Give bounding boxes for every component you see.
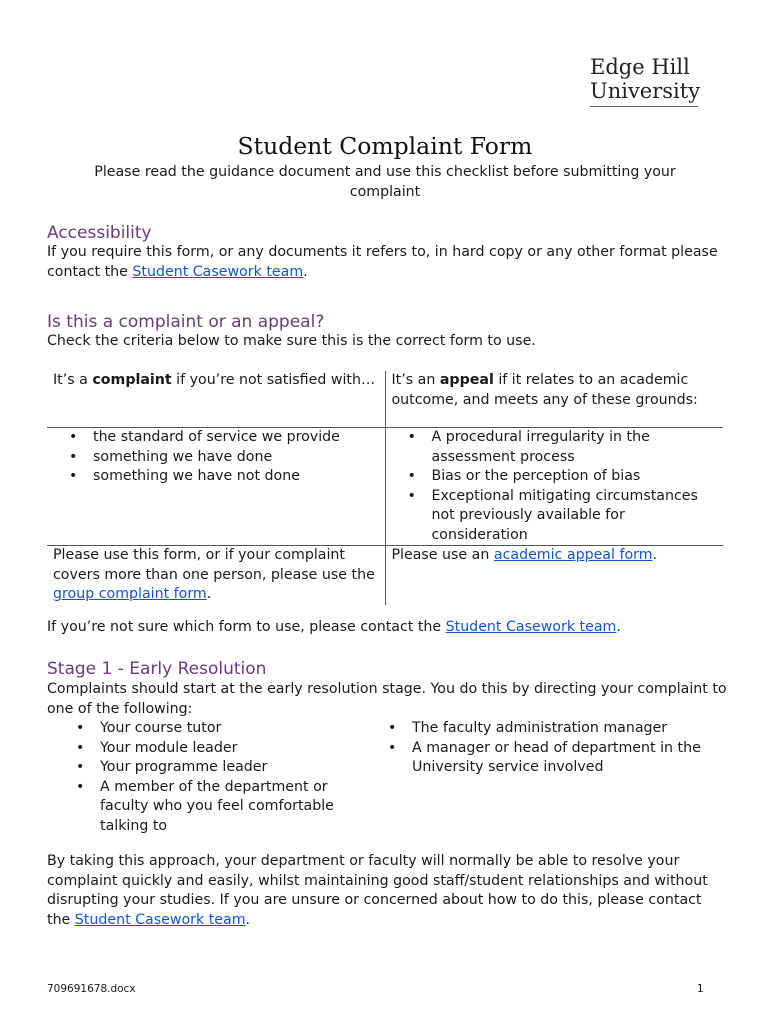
student-casework-link[interactable]: Student Casework team bbox=[132, 263, 304, 280]
criteria-table bbox=[47, 371, 723, 605]
list-item: • Exceptional mitigating circumstances not previously available for consideration bbox=[432, 487, 718, 546]
list-item: • A manager or head of department in the University service involved bbox=[412, 739, 712, 778]
criteria-header-row bbox=[47, 371, 723, 428]
closing-post: . bbox=[245, 911, 251, 928]
appeal-items-cell bbox=[385, 428, 723, 546]
student-casework-link[interactable]: Student Casework team bbox=[74, 911, 246, 928]
university-logo bbox=[590, 55, 701, 107]
unsure-text bbox=[47, 618, 727, 638]
stage1-intro: Complaints should start at the early resolution stage. You do this by directing your complaint to one of the following: bbox=[47, 681, 727, 717]
complaint-or-appeal-heading: Is this a complaint or an appeal? bbox=[47, 312, 325, 332]
appeal-action-cell bbox=[385, 546, 723, 605]
complaint-action-cell bbox=[47, 546, 385, 605]
appeal-head-pre: It’s an bbox=[391, 372, 440, 388]
logo-line-2: University bbox=[590, 79, 701, 103]
appeal-action-pre: Please use an bbox=[391, 547, 494, 563]
stage1-right-list bbox=[385, 719, 723, 778]
appeal-head-bold: appeal bbox=[439, 372, 494, 388]
list-item: • A member of the department or faculty who you feel comfortable talking to bbox=[100, 778, 340, 837]
complaint-action-pre: Please use this form, or if your complaint covers more than one person, please use the bbox=[53, 547, 375, 583]
unsure-post: . bbox=[616, 619, 621, 635]
complaint-action-post: . bbox=[206, 586, 212, 602]
page-title: Student Complaint Form bbox=[237, 132, 533, 160]
stage1-closing bbox=[47, 852, 719, 930]
footer-page-number: 1 bbox=[697, 983, 704, 995]
list-item: • something we have done bbox=[93, 448, 379, 468]
footer-filename: 709691678.docx bbox=[47, 983, 136, 995]
page-subtitle: Please read the guidance document and use this checklist before submitting your complaint bbox=[94, 164, 676, 200]
accessibility-text-after: . bbox=[303, 263, 308, 280]
list-item: • A procedural irregularity in the assessment process bbox=[432, 428, 718, 467]
criteria-action-row bbox=[47, 546, 723, 605]
closing-pre: By taking this approach, your department or faculty will normally be able to resolve your complaint quickly and easily, whilst maintaining good staff/student relationships and without disrupting your studies. If you are unsure or concerned about how to do this, please contact the bbox=[47, 853, 708, 928]
complaint-header-cell bbox=[47, 371, 385, 428]
accessibility-text-before: If you require this form, or any documents it refers to, in hard copy or any other format please contact the bbox=[47, 244, 718, 280]
complaint-items-cell bbox=[47, 428, 385, 546]
logo-rule bbox=[590, 106, 698, 107]
appeal-head-post: if it relates to an academic outcome, and meets any of these grounds: bbox=[391, 372, 698, 408]
unsure-pre: If you’re not sure which form to use, please contact the bbox=[47, 619, 446, 635]
stage1-contacts bbox=[47, 719, 723, 836]
appeal-items-list bbox=[392, 428, 718, 545]
list-item: • Your programme leader bbox=[100, 758, 385, 778]
stage1-left-column bbox=[47, 719, 385, 836]
group-complaint-form-link[interactable]: group complaint form bbox=[53, 586, 207, 602]
academic-appeal-form-link[interactable]: academic appeal form bbox=[493, 547, 653, 563]
complaint-or-appeal-intro: Check the criteria below to make sure this is the correct form to use. bbox=[47, 333, 536, 349]
appeal-action-post: . bbox=[652, 547, 658, 563]
list-item: • Your module leader bbox=[100, 739, 385, 759]
stage1-left-list bbox=[47, 719, 385, 836]
complaint-head-post: if you’re not satisfied with… bbox=[171, 372, 376, 388]
list-item: • Your course tutor bbox=[100, 719, 385, 739]
appeal-header-cell bbox=[385, 371, 723, 428]
accessibility-heading: Accessibility bbox=[47, 223, 152, 243]
student-casework-link[interactable]: Student Casework team bbox=[445, 619, 617, 635]
stage1-heading: Stage 1 - Early Resolution bbox=[47, 659, 267, 679]
stage1-right-column bbox=[385, 719, 723, 836]
list-item: • something we have not done bbox=[93, 467, 379, 487]
accessibility-text bbox=[47, 243, 727, 282]
criteria-items-row bbox=[47, 428, 723, 546]
complaint-head-pre: It’s a bbox=[53, 372, 93, 388]
list-item: • The faculty administration manager bbox=[412, 719, 723, 739]
list-item: • the standard of service we provide bbox=[93, 428, 379, 448]
logo-line-1: Edge Hill bbox=[590, 55, 690, 79]
complaint-items-list bbox=[53, 428, 379, 487]
complaint-head-bold: complaint bbox=[92, 372, 172, 388]
list-item: • Bias or the perception of bias bbox=[432, 467, 718, 487]
